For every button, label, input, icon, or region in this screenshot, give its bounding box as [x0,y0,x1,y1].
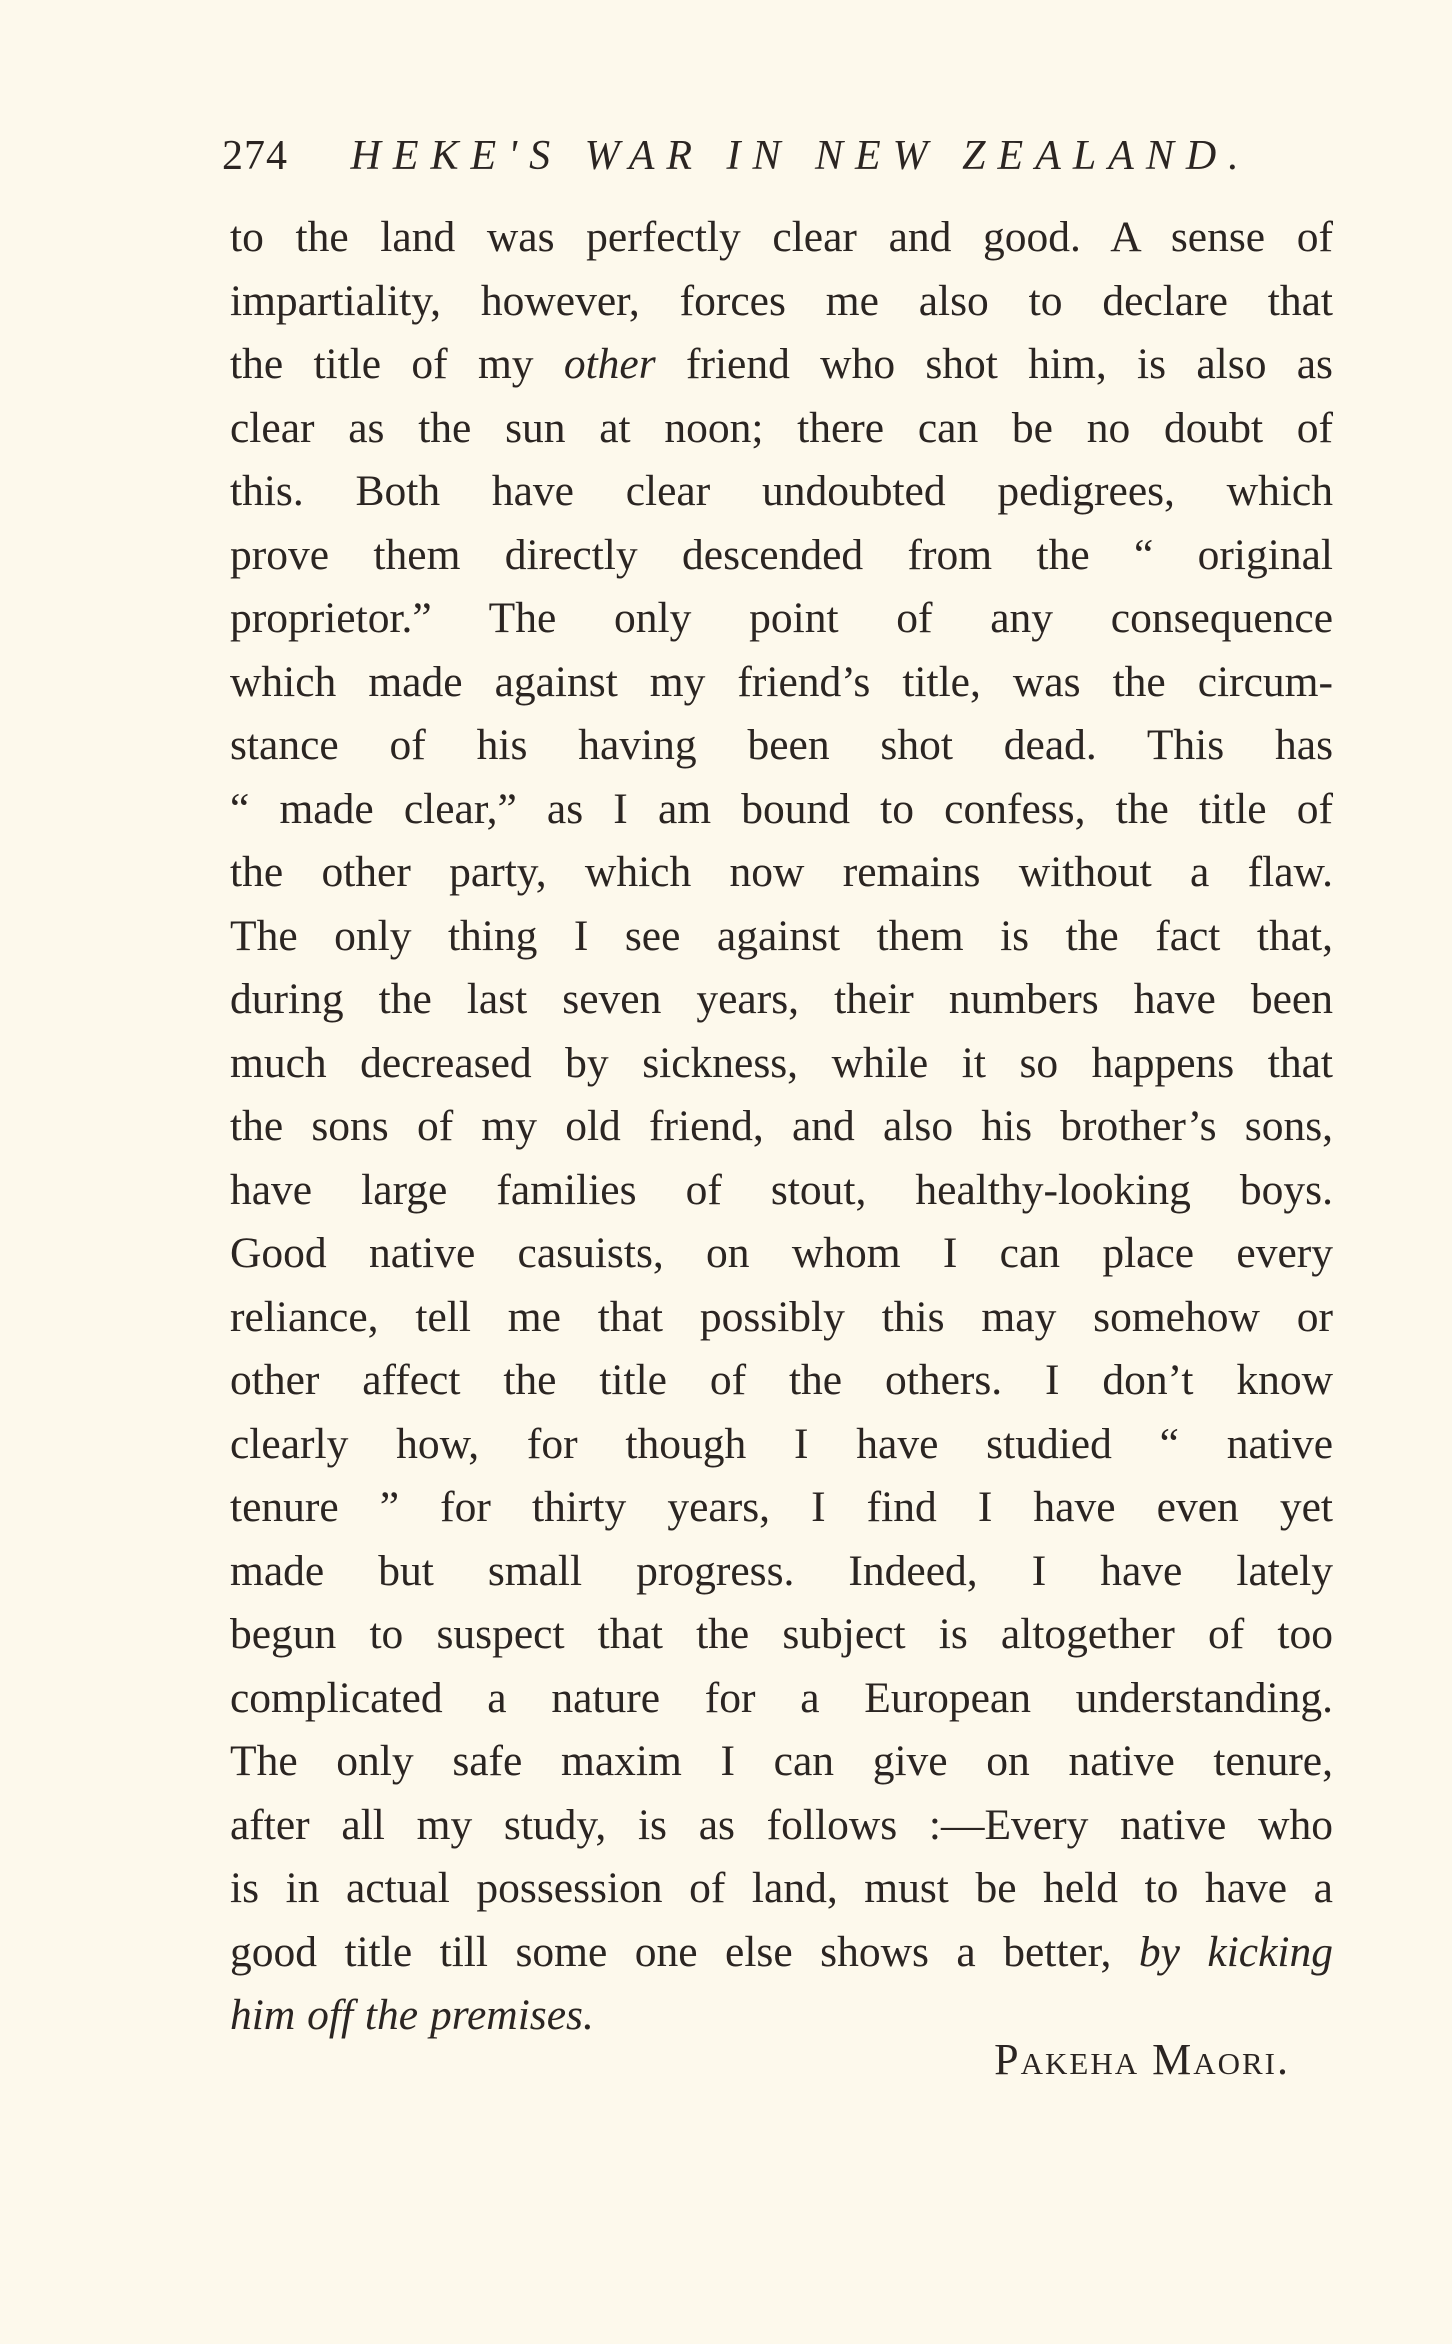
text-line [230,206,1333,270]
text-line [230,1286,1333,1350]
running-head [222,128,1251,184]
text-line [230,778,1333,842]
text-run: proprietor.” The only point of any consequence [230,594,1333,642]
text-run: have large families of stout, healthy-looking boys. [230,1165,1333,1214]
text-run: friend who shot him, is also as [655,340,1333,388]
text-line [230,1794,1333,1858]
text-line [230,524,1333,588]
text-run: the sons of my old friend, and also his brother’s sons, [230,1102,1333,1150]
text-line [230,397,1333,461]
text-line [230,1540,1333,1604]
text-run: good title till some one else shows a better, [230,1927,1139,1976]
text-run: other affect the title of the others. I don’t know [230,1356,1333,1404]
italic-text: by kicking [1138,1927,1333,1976]
text-run: The only safe maxim I can give on native tenure, [230,1737,1333,1785]
text-line [230,1222,1333,1286]
text-run: The only thing I see against them is the fact that, [230,911,1333,960]
text-line [230,1349,1333,1413]
text-run: stance of his having been shot dead. This has [230,721,1333,769]
text-run: “ made clear,” as I am bound to confess, the title of [230,784,1333,833]
text-run: impartiality, however, forces me also to declare that [230,276,1333,325]
text-line [230,1032,1333,1096]
text-run: this. Both have clear undoubted pedigrees, which [230,467,1333,515]
text-run: clearly how, for though I have studied “ native [230,1419,1333,1468]
text-run: to the land was perfectly clear and good. A sense of [230,213,1333,261]
text-run: the other party, which now remains without a flaw. [230,848,1333,896]
text-run: complicated a nature for a European understanding. [230,1673,1333,1722]
page-number: 274 [222,133,288,179]
text-line [230,714,1333,778]
text-line [230,841,1333,905]
text-run: begun to suspect that the subject is altogether of too [230,1610,1333,1658]
text-line [230,333,1333,397]
text-line [230,1476,1333,1540]
text-run: the title of my [230,340,564,388]
text-run: after all my study, is as follows :—Every native who [230,1800,1333,1849]
text-line [230,968,1333,1032]
text-line [230,1730,1333,1794]
text-run: tenure ” for thirty years, I find I have even yet [230,1483,1333,1531]
text-line [230,1857,1333,1921]
signature: Pakeha Maori. [994,2035,1290,2084]
text-line [230,1095,1333,1159]
text-line [230,905,1333,969]
italic-text: other [563,340,656,388]
text-line [230,1603,1333,1667]
text-run: which made against my friend’s title, was the circum- [230,657,1333,706]
text-run: is in actual possession of land, must be held to have a [230,1864,1333,1912]
text-run: during the last seven years, their numbers have been [230,975,1333,1023]
text-line [230,1921,1333,1985]
text-run: Good native casuists, on whom I can place every [230,1229,1333,1277]
text-line [230,587,1333,651]
text-run: reliance, tell me that possibly this may somehow or [230,1292,1333,1341]
text-line [230,1667,1333,1731]
text-run: prove them directly descended from the “ original [230,530,1333,579]
text-run: made but small progress. Indeed, I have lately [230,1546,1333,1595]
running-title: HEKE'S WAR IN NEW ZEALAND. [350,133,1251,179]
text-line [230,460,1333,524]
italic-text: him off the premises. [230,1991,594,2039]
text-run: much decreased by sickness, while it so happens that [230,1038,1333,1087]
text-run: clear as the sun at noon; there can be no doubt of [230,403,1333,452]
text-line [230,651,1333,715]
text-line [230,270,1333,334]
body-text [230,206,1333,2048]
text-line [230,1159,1333,1223]
text-line [230,1413,1333,1477]
